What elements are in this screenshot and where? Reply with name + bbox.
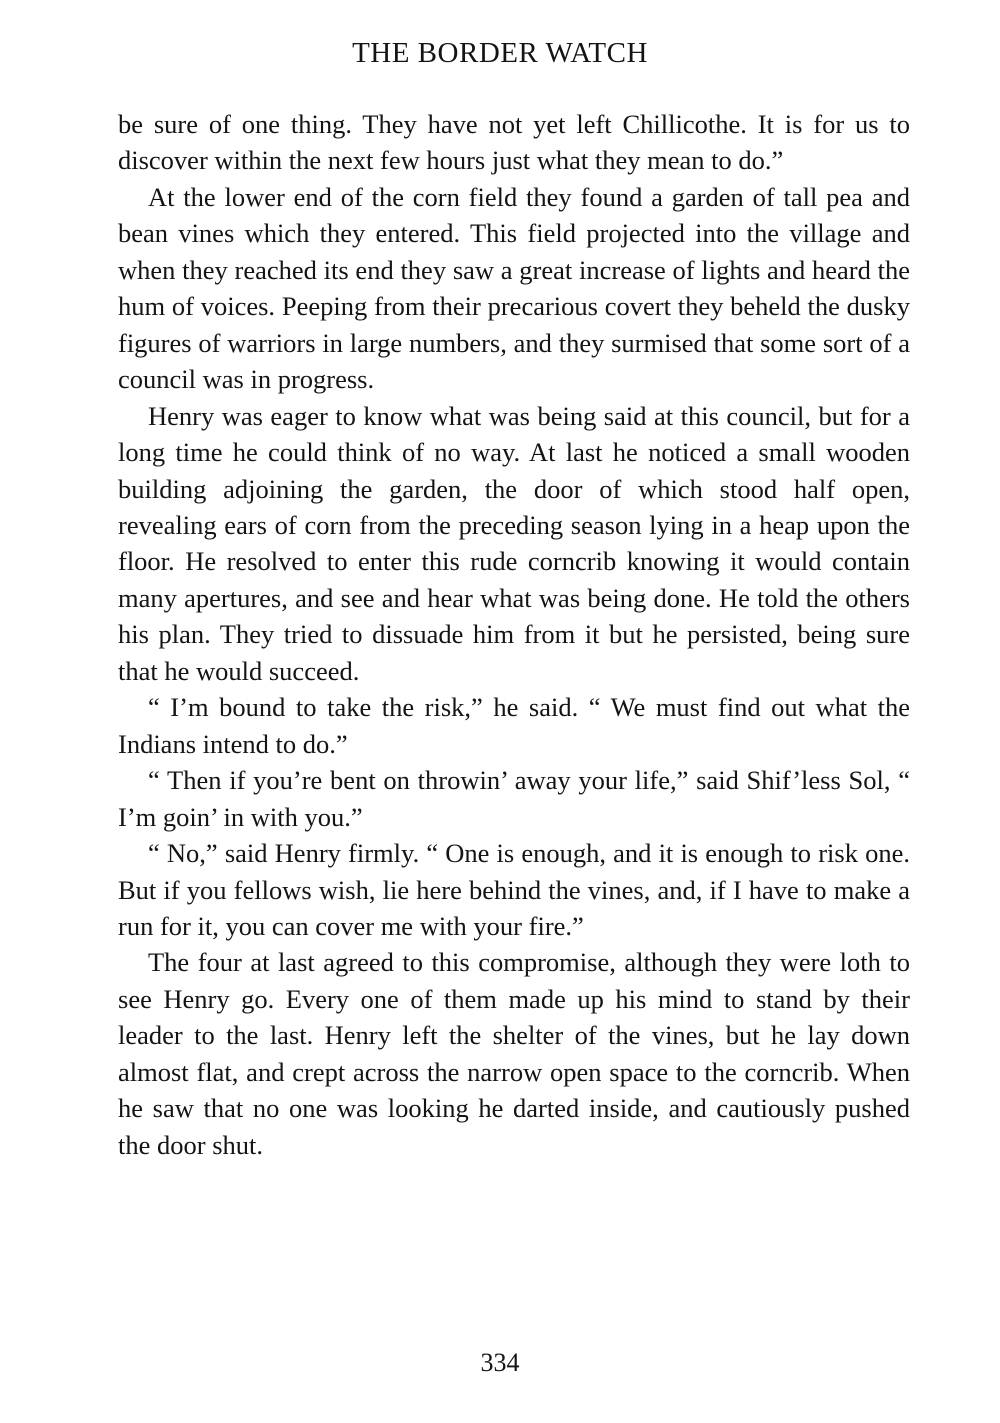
paragraph: The four at last agreed to this compromise, although they were loth to see Henry go. Every one of them made up his mind to stand by their leader to the last. Henry left the shelter of the vines, but he lay down almost flat, and crept across the narrow open space to the corncrib. When he saw that no one was looking he darted inside, and cautiously pushed the door shut. xyxy=(118,947,910,1160)
paragraph: “ I’m bound to take the risk,” he said. “ We must find out what the Indians intend to do.” xyxy=(118,692,910,759)
running-head: THE BORDER WATCH xyxy=(352,37,648,69)
paragraph: “ Then if you’re bent on throwin’ away your life,” said Shif’less Sol, “ I’m goin’ in with you.” xyxy=(118,765,910,832)
page-number: 334 xyxy=(480,1348,520,1377)
paragraph: be sure of one thing. They have not yet left Chillicothe. It is for us to discover within the next few hours just what they mean to do.” xyxy=(118,109,910,176)
body-text xyxy=(118,106,910,1163)
paragraph: At the lower end of the corn field they found a garden of tall pea and bean vines which they entered. This field projected into the village and when they reached its end they saw a great increase of lights and heard the hum of voices. Peeping from their precarious covert they beheld the dusky figures of warriors in large numbers, and they surmised that some sort of a council was in progress. xyxy=(118,181,910,395)
paragraph: Henry was eager to know what was being said at this council, but for a long time he could think of no way. At last he noticed a small wooden building adjoining the garden, the door of which stood half open, revealing ears of corn from the preceding season lying in a heap upon the floor. He resolved to enter this rude corncrib knowing it would contain many apertures, and see and hear what was being done. He told the others his plan. They tried to dissuade him from it but he persisted, being sure that he would succeed. xyxy=(118,400,910,686)
paragraph: “ No,” said Henry firmly. “ One is enough, and it is enough to risk one. But if you fellows wish, lie here behind the vines, and, if I have to make a run for it, you can cover me with your fire.” xyxy=(118,838,910,941)
